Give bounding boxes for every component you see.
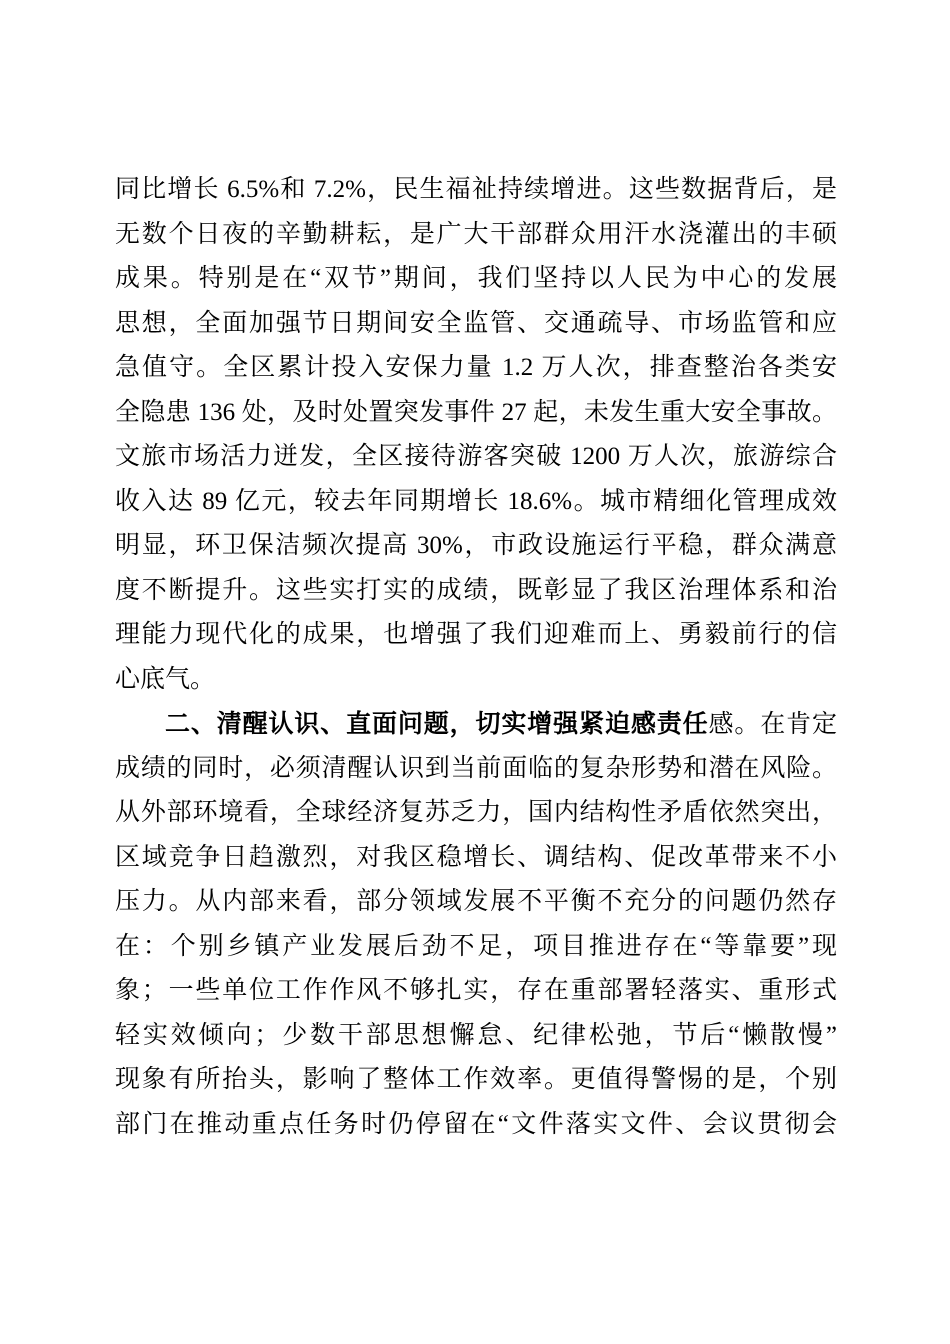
paragraph-1 <box>115 168 837 702</box>
section-heading-line <box>115 702 837 747</box>
paragraph-2 <box>115 702 837 1147</box>
text-line: 从外部环境看，全球经济复苏乏力，国内结构性矛盾依然突出， <box>115 799 837 826</box>
text-line: 成绩的同时，必须清醒认识到当前面临的复杂形势和潜在风险。 <box>115 754 837 782</box>
text-line: 在：个别乡镇产业发展后劲不足，项目推进存在“等靠要”现 <box>115 932 837 960</box>
text-line: 心底气。 <box>115 665 216 693</box>
text-line: 无数个日夜的辛勤耕耘，是广大干部群众用汗水浇灌出的丰硕 <box>115 220 837 248</box>
text-line: 全隐患 136 处，及时处置突发事件 27 起，未发生重大安全事故。 <box>115 398 837 426</box>
document-body <box>115 168 837 1147</box>
text-line: 现象有所抬头，影响了整体工作效率。更值得警惕的是，个别 <box>115 1066 837 1093</box>
text-line: 明显，环卫保洁频次提高 30%，市政设施运行平稳，群众满意 <box>115 532 837 559</box>
text-line: 收入达 89 亿元，较去年同期增长 18.6%。城市精细化管理成效 <box>115 487 837 515</box>
text-line: 理能力现代化的成果，也增强了我们迎难而上、勇毅前行的信 <box>115 621 837 648</box>
text-line: 区域竞争日趋激烈，对我区稳增长、调结构、促改革带来不小 <box>115 843 837 871</box>
text-line: 度不断提升。这些实打实的成绩，既彰显了我区治理体系和治 <box>115 576 837 604</box>
text-line: 急值守。全区累计投入安保力量 1.2 万人次，排查整治各类安 <box>115 354 837 381</box>
section-heading-tail-text: 感。在肯定 <box>708 711 837 738</box>
text-line: 思想，全面加强节日期间安全监管、交通疏导、市场监管和应 <box>115 309 837 337</box>
text-line: 同比增长 6.5%和 7.2%，民生福祉持续增进。这些数据背后，是 <box>115 176 837 203</box>
text-line: 轻实效倾向；少数干部思想懈怠、纪律松弛，节后“懒散慢” <box>115 1021 837 1049</box>
text-line: 部门在推动重点任务时仍停留在“文件落实文件、会议贯彻会 <box>115 1110 837 1138</box>
text-line: 象；一些单位工作作风不够扎实，存在重部署轻落实、重形式 <box>115 977 837 1004</box>
section-heading-bold-text: 二、清醒认识、直面问题，切实增强紧迫感责任 <box>165 710 709 738</box>
text-line: 压力。从内部来看，部分领域发展不平衡不充分的问题仍然存 <box>115 888 837 915</box>
text-line: 成果。特别是在“双节”期间，我们坚持以人民为中心的发展 <box>115 265 837 292</box>
text-line: 文旅市场活力迸发，全区接待游客突破 1200 万人次，旅游综合 <box>115 443 837 470</box>
